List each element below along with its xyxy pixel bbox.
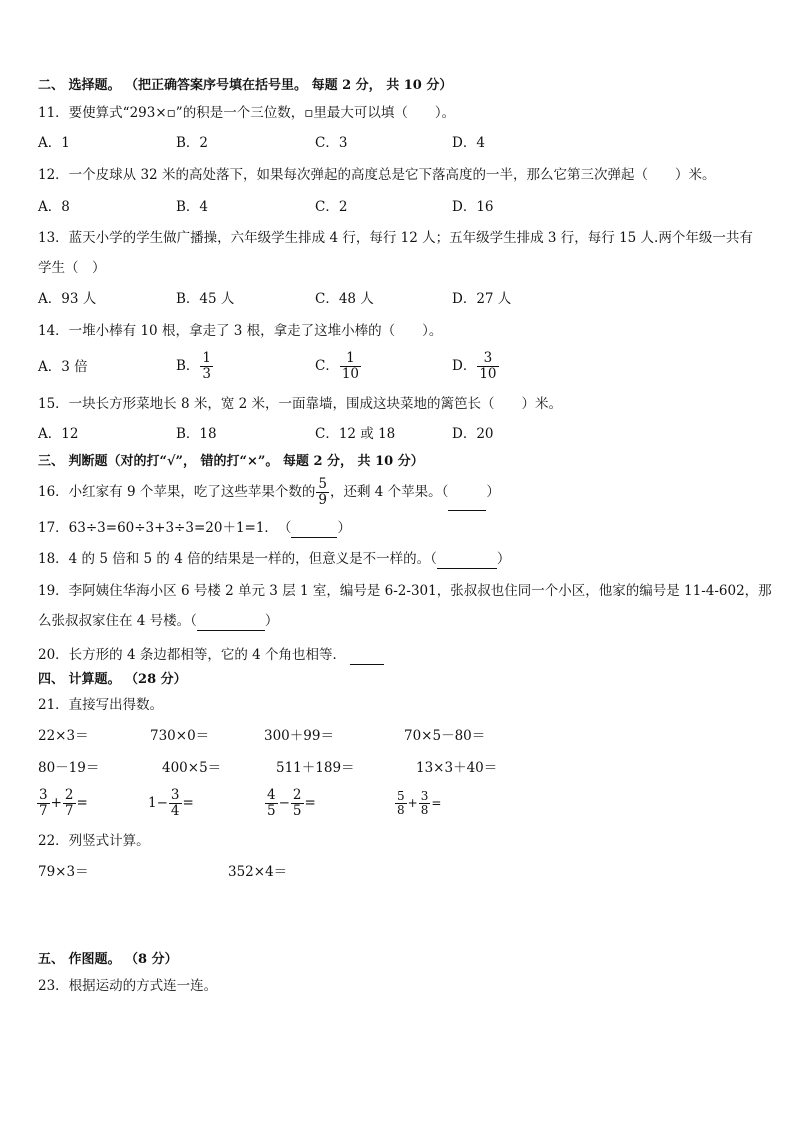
- operator: −: [278, 795, 290, 811]
- q15-option-d: D．20: [452, 426, 494, 442]
- q12-option-c: C．2: [315, 199, 348, 215]
- question-11: 11．要使算式“293×▫”的积是一个三位数，▫里最大可以填（ ）。: [38, 105, 456, 121]
- question-21-title: 21．直接写出得数。: [38, 697, 164, 713]
- q14-option-b-fraction: [200, 351, 213, 382]
- q13-option-a: A．93 人: [38, 291, 97, 307]
- equals-sign: =: [182, 795, 194, 811]
- question-22-title: 22．列竖式计算。: [38, 833, 150, 849]
- operator: +: [50, 795, 62, 811]
- calc-item: 80－19＝: [38, 760, 100, 776]
- fraction-numerator: 3: [420, 789, 429, 803]
- fraction-denominator: 10: [479, 366, 497, 382]
- answer-blank[interactable]: [448, 474, 486, 511]
- q19-close: ）: [264, 613, 279, 629]
- q14-option-c-label: C．: [315, 358, 339, 374]
- fraction: [291, 788, 304, 819]
- fraction: [265, 788, 278, 819]
- question-18: [38, 550, 510, 569]
- fraction-numerator: 4: [267, 787, 276, 803]
- question-15: 15．一块长方形菜地长 8 米，宽 2 米，一面靠墙，围成这块菜地的篱笆长（ ）米。: [38, 396, 563, 412]
- q13-option-b: B．45 人: [176, 291, 235, 307]
- fraction-denominator: 10: [341, 366, 360, 382]
- fraction-denominator: 8: [420, 803, 429, 817]
- fraction-calc-item: [264, 785, 316, 821]
- fraction-denominator: 4: [170, 803, 180, 819]
- section-4-header: 四、 计算题。 （28 分）: [38, 672, 187, 687]
- fraction-denominator: 3: [202, 366, 212, 382]
- answer-blank[interactable]: [291, 519, 337, 538]
- fraction: [395, 790, 407, 817]
- section-5-header: 五、 作图题。 （8 分）: [38, 952, 178, 967]
- question-14: 14．一堆小棒有 10 根，拿走了 3 根，拿走了这堆小棒的（ ）。: [38, 323, 443, 339]
- calc-item: 300＋99＝: [264, 728, 334, 744]
- q12-option-d: D．16: [452, 199, 494, 215]
- answer-blank[interactable]: [437, 550, 497, 569]
- calc-item: 70×5－80＝: [404, 728, 486, 744]
- fraction: [169, 788, 182, 819]
- q14-option-a: A．3 倍: [38, 359, 88, 375]
- calc-item: 511＋189＝: [276, 760, 355, 776]
- q14-option-d: [452, 348, 500, 384]
- q15-option-b: B．18: [176, 426, 217, 442]
- q12-option-b: B．4: [176, 199, 209, 215]
- q13-option-c: C．48 人: [315, 291, 374, 307]
- fraction-numerator: 1: [340, 351, 361, 367]
- q19-text: 么张叔叔家住在 4 号楼。（: [38, 613, 197, 629]
- question-13-line-2: 学生（ ）: [38, 260, 106, 276]
- fraction-numerator: 2: [64, 787, 74, 803]
- q14-option-c: [315, 348, 362, 384]
- q14-option-c-fraction: [340, 351, 361, 382]
- q16-text-before: 16．小红家有 9 个苹果，吃了这些苹果个数的: [38, 484, 316, 500]
- q12-option-a: A．8: [38, 199, 70, 215]
- q14-option-b-label: B．: [176, 358, 200, 374]
- fraction-numerator: 1: [202, 350, 212, 366]
- fraction-numerator: 3: [477, 351, 498, 367]
- fraction-denominator: 9: [318, 492, 327, 508]
- answer-blank[interactable]: [197, 612, 265, 631]
- q18-text: 18．4 的 5 倍和 5 的 4 倍的结果是一样的，但意义是不一样的。（: [38, 551, 437, 567]
- fraction-prefix: 1−: [148, 795, 168, 811]
- fraction-numerator: 3: [39, 787, 48, 803]
- fraction-calc-item: [394, 785, 441, 821]
- fraction-denominator: 7: [64, 803, 74, 819]
- calc-item: 730×0＝: [150, 728, 210, 744]
- fraction-numerator: 5: [318, 476, 327, 492]
- equals-sign: =: [431, 796, 442, 810]
- answer-blank[interactable]: [350, 646, 384, 665]
- question-16: [38, 474, 500, 511]
- section-3-header: 三、 判断题（对的打“√”， 错的打“×”。 每题 2 分， 共 10 分）: [38, 454, 424, 469]
- q17-close: ）: [337, 520, 351, 536]
- q11-option-c: C．3: [315, 135, 348, 151]
- q13-option-d: D．27 人: [452, 291, 512, 307]
- q11-option-b: B．2: [176, 135, 209, 151]
- section-2-header: 二、 选择题。 （把正确答案序号填在括号里。 每题 2 分， 共 10 分）: [38, 78, 453, 93]
- calc-item: 22×3＝: [38, 728, 89, 744]
- q11-option-a: A．1: [38, 135, 70, 151]
- equals-sign: =: [76, 795, 88, 811]
- q17-text: 17．63÷3=60÷3+3÷3=20＋1=1． （: [38, 520, 292, 536]
- q20-text: 20．长方形的 4 条边都相等，它的 4 个角也相等．: [38, 647, 347, 663]
- question-20: [38, 646, 384, 665]
- question-12: 12．一个皮球从 32 米的高处落下，如果每次弹起的高度总是它下落高度的一半，那么它第三次弹起（ ）米。: [38, 167, 716, 183]
- question-19-line-2: [38, 612, 278, 631]
- question-17: [38, 519, 351, 538]
- fraction-calc-item: [148, 785, 194, 821]
- fraction-denominator: 5: [267, 803, 276, 819]
- q14-option-d-fraction: [477, 351, 498, 382]
- question-13-line-1: 13．蓝天小学的学生做广播操，六年级学生排成 4 行，每行 12 人；五年级学生排成 3 行，每行 15 人.两个年级一共有: [38, 230, 753, 246]
- fraction-denominator: 7: [39, 803, 48, 819]
- q16-close: ）: [486, 484, 500, 500]
- fraction-numerator: 3: [170, 787, 180, 803]
- vertical-calc-item: 79×3＝: [38, 864, 89, 880]
- fraction-numerator: 5: [397, 789, 405, 803]
- fraction-calc-item: [36, 785, 88, 821]
- q11-option-d: D．4: [452, 135, 485, 151]
- fraction: [419, 790, 431, 817]
- vertical-calc-item: 352×4＝: [228, 864, 288, 880]
- fraction-denominator: 5: [292, 803, 302, 819]
- calc-item: 13×3＋40＝: [416, 760, 498, 776]
- q16-text-after: ，还剩 4 个苹果。（: [329, 484, 449, 500]
- fraction-denominator: 8: [397, 803, 405, 817]
- q16-fraction: [316, 477, 329, 508]
- equals-sign: =: [304, 795, 316, 811]
- question-19-line-1: 19．李阿姨住华海小区 6 号楼 2 单元 3 层 1 室，编号是 6-2-301，张叔叔也住同一个小区，他家的编号是 11-4-602，那: [38, 583, 772, 599]
- q15-option-c: C．12 或 18: [315, 426, 396, 442]
- fraction: [63, 788, 76, 819]
- fraction: [37, 788, 50, 819]
- q14-option-d-label: D．: [452, 358, 477, 374]
- q14-option-b: [176, 348, 214, 384]
- q15-option-a: A．12: [38, 426, 79, 442]
- calc-item: 400×5＝: [162, 760, 222, 776]
- operator: +: [407, 796, 418, 810]
- fraction-numerator: 2: [292, 787, 302, 803]
- question-23: 23．根据运动的方式连一连。: [38, 978, 218, 994]
- q18-close: ）: [496, 551, 511, 567]
